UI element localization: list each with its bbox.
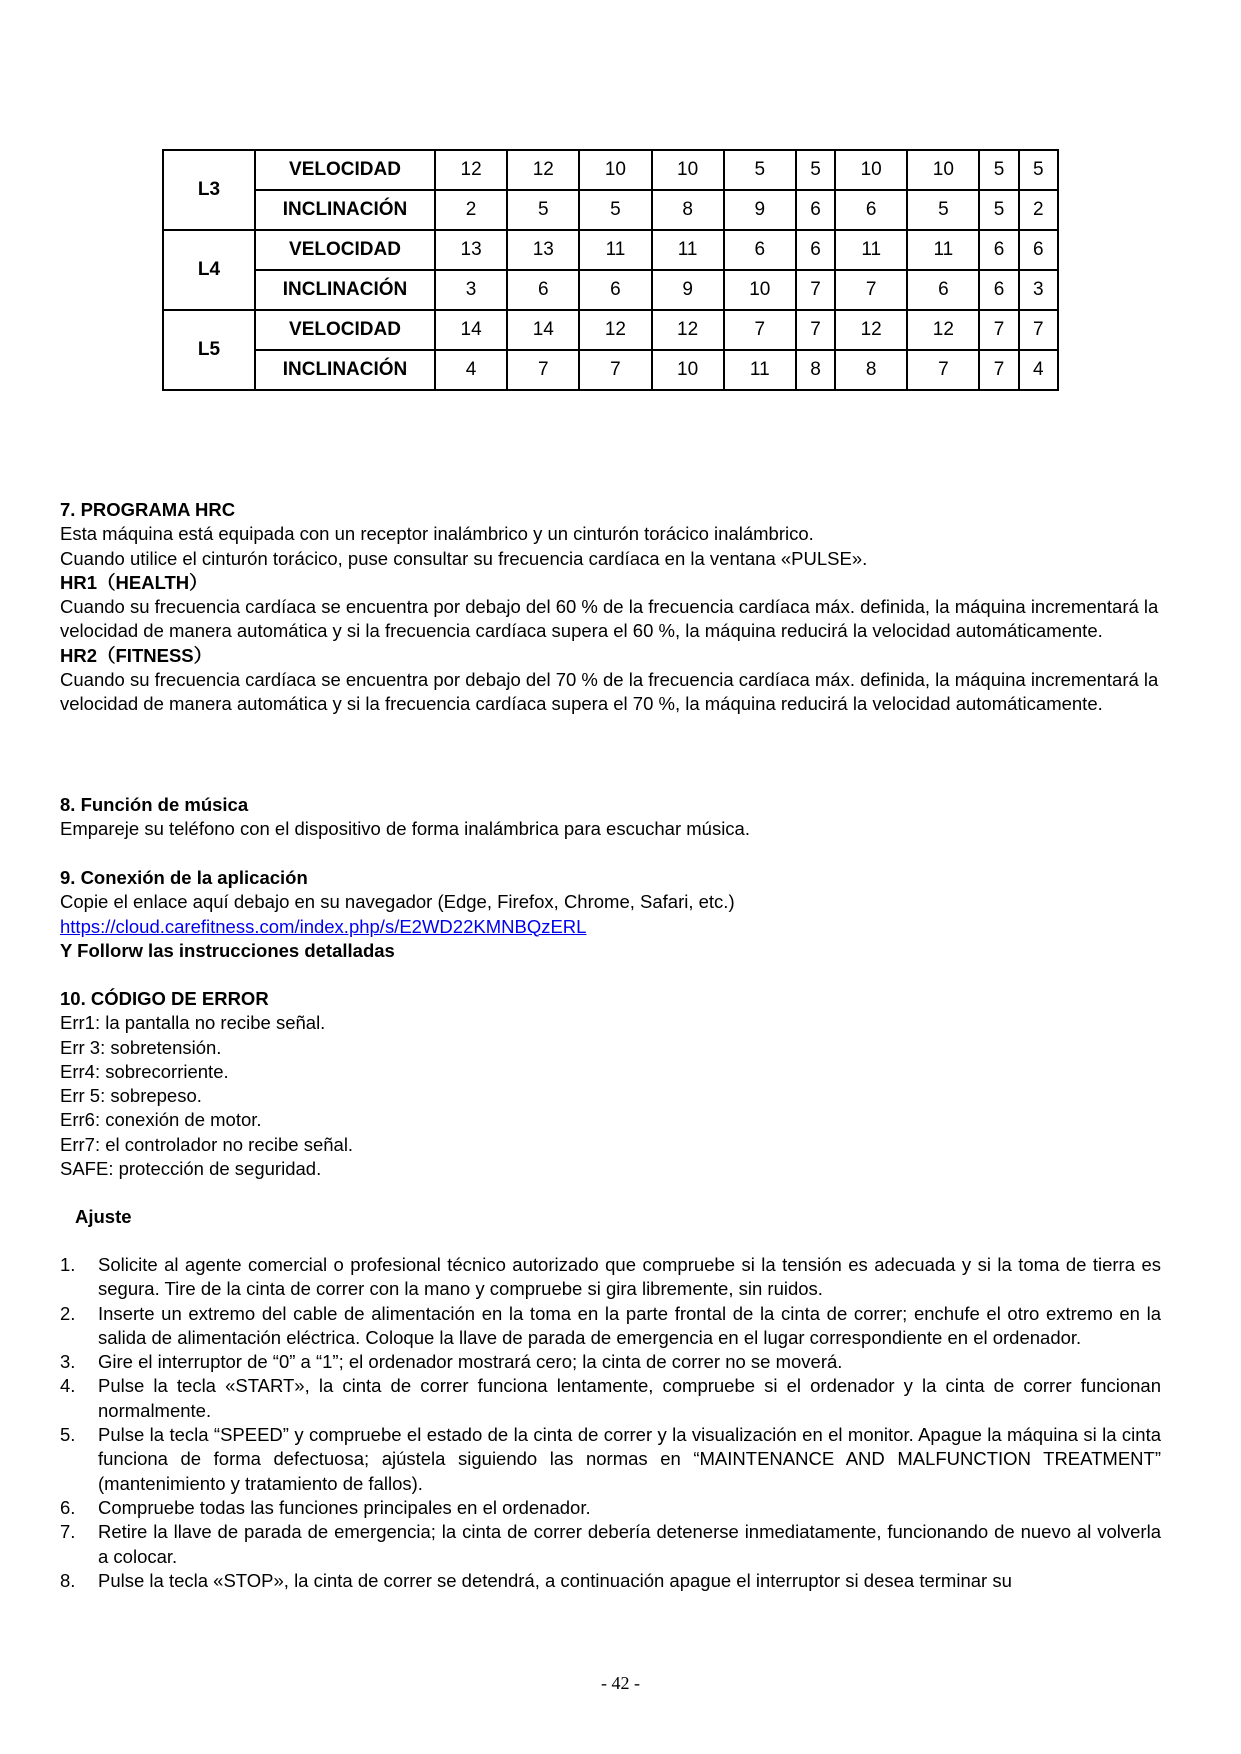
value-cell: 7 (796, 270, 835, 310)
value-cell: 12 (907, 310, 979, 350)
value-cell: 7 (979, 310, 1018, 350)
value-cell: 5 (507, 190, 579, 230)
section-title: Ajuste (75, 1206, 132, 1227)
value-cell: 5 (724, 150, 796, 190)
value-cell: 9 (652, 270, 724, 310)
item-number: 3. (60, 1351, 76, 1373)
item-text: Inserte un extremo del cable de alimentación en la toma en la parte frontal de la cinta de correr; enchufe el otro extremo en la salida de alimentación eléctrica. Coloque la llave de parada de emergencia en el lugar correspondiente en el ordenador. (98, 1302, 1161, 1348)
adjust-list (60, 1253, 1161, 1593)
row-label: VELOCIDAD (255, 230, 435, 270)
paragraph: Cuando utilice el cinturón torácico, puse consultar su frecuencia cardíaca en la ventana «PULSE». (60, 547, 868, 569)
table-row (163, 310, 1058, 350)
value-cell: 10 (579, 150, 651, 190)
table-row (163, 230, 1058, 270)
list-item (60, 1350, 1161, 1374)
app-section (60, 866, 1161, 963)
value-cell: 11 (579, 230, 651, 270)
item-number: 8. (60, 1569, 76, 1591)
value-cell: 10 (907, 150, 979, 190)
row-label: INCLINACIÓN (255, 270, 435, 310)
value-cell: 6 (796, 190, 835, 230)
item-text: Compruebe todas las funciones principales en el ordenador. (98, 1496, 591, 1518)
value-cell: 5 (979, 150, 1018, 190)
row-label: VELOCIDAD (255, 150, 435, 190)
list-item (60, 1374, 1161, 1423)
list-item (60, 1302, 1161, 1351)
error-item: Err 5: sobrepeso. (60, 1085, 202, 1107)
value-cell: 5 (579, 190, 651, 230)
value-cell: 5 (796, 150, 835, 190)
table-row (163, 350, 1058, 390)
error-item: Err7: el controlador no recibe señal. (60, 1133, 354, 1155)
subsection-title: HR2（FITNESS） (60, 644, 213, 666)
value-cell: 7 (979, 350, 1018, 390)
level-cell: L4 (163, 230, 255, 310)
value-cell: 8 (652, 190, 724, 230)
item-text: Pulse la tecla «STOP», la cinta de correr se detendrá, a continuación apague el interruptor si desea terminar su (98, 1569, 1012, 1591)
section-title: 8. Función de música (60, 794, 249, 815)
level-cell: L5 (163, 310, 255, 390)
value-cell: 6 (796, 230, 835, 270)
value-cell: 12 (435, 150, 507, 190)
value-cell: 2 (1019, 190, 1058, 230)
item-number: 7. (60, 1521, 76, 1543)
list-item (60, 1496, 1161, 1520)
value-cell: 4 (435, 350, 507, 390)
paragraph: Empareje su teléfono con el dispositivo de forma inalámbrica para escuchar música. (60, 818, 750, 840)
item-number: 4. (60, 1375, 76, 1397)
list-item (60, 1423, 1161, 1496)
item-text: Solicite al agente comercial o profesional técnico autorizado que compruebe si la tensión es adecuada y si la toma de tierra es segura. Tire de la cinta de correr con la mano y compruebe si gira libremente, sin ruidos. (98, 1254, 1161, 1300)
value-cell: 6 (507, 270, 579, 310)
item-number: 1. (60, 1254, 76, 1275)
item-text: Pulse la tecla «START», la cinta de correr funciona lentamente, compruebe si el ordenador y la cinta de correr funcionan normalmente. (98, 1375, 1161, 1421)
error-item: Err4: sobrecorriente. (60, 1060, 229, 1082)
value-cell: 12 (579, 310, 651, 350)
table-row (163, 190, 1058, 230)
item-text: Gire el interruptor de “0” a “1”; el ordenador mostrará cero; la cinta de correr no se moverá. (98, 1351, 843, 1373)
app-link[interactable]: https://cloud.carefitness.com/index.php/s/E2WD22KMNBQzERL (60, 915, 587, 937)
value-cell: 2 (435, 190, 507, 230)
error-item: Err6: conexión de motor. (60, 1109, 262, 1131)
paragraph: Cuando su frecuencia cardíaca se encuentra por debajo del 60 % de la frecuencia cardíaca máx. definida, la máquina incrementará la velocidad de manera automática y si la frecuencia cardíaca supera el 60 %, la máquina reducirá la velocidad automáticamente. (60, 596, 1159, 642)
value-cell: 12 (652, 310, 724, 350)
value-cell: 3 (435, 270, 507, 310)
adjust-title (75, 1205, 1176, 1229)
table-row (163, 270, 1058, 310)
value-cell: 5 (1019, 150, 1058, 190)
value-cell: 11 (724, 350, 796, 390)
section-title: 10. CÓDIGO DE ERROR (60, 988, 269, 1009)
value-cell: 7 (907, 350, 979, 390)
value-cell: 5 (979, 190, 1018, 230)
value-cell: 6 (979, 230, 1018, 270)
hrc-section (60, 498, 1161, 717)
error-item: SAFE: protección de seguridad. (60, 1158, 322, 1180)
value-cell: 10 (835, 150, 907, 190)
value-cell: 7 (835, 270, 907, 310)
list-item (60, 1569, 1161, 1593)
value-cell: 7 (579, 350, 651, 390)
value-cell: 6 (579, 270, 651, 310)
row-label: INCLINACIÓN (255, 190, 435, 230)
value-cell: 7 (796, 310, 835, 350)
value-cell: 12 (507, 150, 579, 190)
value-cell: 6 (1019, 230, 1058, 270)
section-title: 9. Conexión de la aplicación (60, 867, 308, 888)
value-cell: 11 (652, 230, 724, 270)
value-cell: 8 (796, 350, 835, 390)
value-cell: 14 (435, 310, 507, 350)
error-item: Err1: la pantalla no recibe señal. (60, 1012, 326, 1034)
item-number: 5. (60, 1424, 76, 1446)
value-cell: 9 (724, 190, 796, 230)
program-table (162, 149, 1059, 391)
item-text: Pulse la tecla “SPEED” y compruebe el estado de la cinta de correr y la visualización en el monitor. Apague la máquina si la cinta funciona de forma defectuosa; ajústela siguiendo las normas en “MAINTENANCE AND MALFUNCTION TREATMENT” (mantenimiento y tratamiento de fallos). (98, 1424, 1161, 1494)
level-cell: L3 (163, 150, 255, 230)
subsection-title: HR1（HEALTH） (60, 571, 208, 593)
error-section (60, 987, 1161, 1181)
music-section (60, 793, 1161, 842)
value-cell: 7 (507, 350, 579, 390)
value-cell: 11 (907, 230, 979, 270)
value-cell: 7 (1019, 310, 1058, 350)
value-cell: 6 (979, 270, 1018, 310)
value-cell: 3 (1019, 270, 1058, 310)
list-item (60, 1520, 1161, 1569)
value-cell: 6 (724, 230, 796, 270)
table-row (163, 150, 1058, 190)
value-cell: 10 (652, 150, 724, 190)
value-cell: 4 (1019, 350, 1058, 390)
row-label: VELOCIDAD (255, 310, 435, 350)
paragraph: Cuando su frecuencia cardíaca se encuentra por debajo del 70 % de la frecuencia cardíaca máx. definida, la máquina incrementará la velocidad de manera automática y si la frecuencia cardíaca supera el 70 %, la máquina reducirá la velocidad automáticamente. (60, 669, 1159, 715)
value-cell: 14 (507, 310, 579, 350)
value-cell: 5 (907, 190, 979, 230)
value-cell: 12 (835, 310, 907, 350)
paragraph: Copie el enlace aquí debajo en su navegador (Edge, Firefox, Chrome, Safari, etc.) (60, 891, 735, 913)
value-cell: 6 (835, 190, 907, 230)
error-item: Err 3: sobretensión. (60, 1036, 222, 1058)
page-number: - 42 - (601, 1673, 640, 1693)
value-cell: 10 (724, 270, 796, 310)
follow-instructions: Y Follorw las instrucciones detalladas (60, 939, 395, 961)
item-number: 2. (60, 1302, 76, 1324)
value-cell: 13 (507, 230, 579, 270)
value-cell: 10 (652, 350, 724, 390)
value-cell: 11 (835, 230, 907, 270)
value-cell: 6 (907, 270, 979, 310)
section-title: 7. PROGRAMA HRC (60, 499, 236, 520)
paragraph: Esta máquina está equipada con un receptor inalámbrico y un cinturón torácico inalámbrico. (60, 523, 814, 545)
value-cell: 13 (435, 230, 507, 270)
row-label: INCLINACIÓN (255, 350, 435, 390)
value-cell: 8 (835, 350, 907, 390)
value-cell: 7 (724, 310, 796, 350)
item-number: 6. (60, 1496, 76, 1518)
list-item (60, 1253, 1161, 1302)
item-text: Retire la llave de parada de emergencia; la cinta de correr debería detenerse inmediatamente, funcionando de nuevo al volverla a colocar. (98, 1521, 1161, 1567)
